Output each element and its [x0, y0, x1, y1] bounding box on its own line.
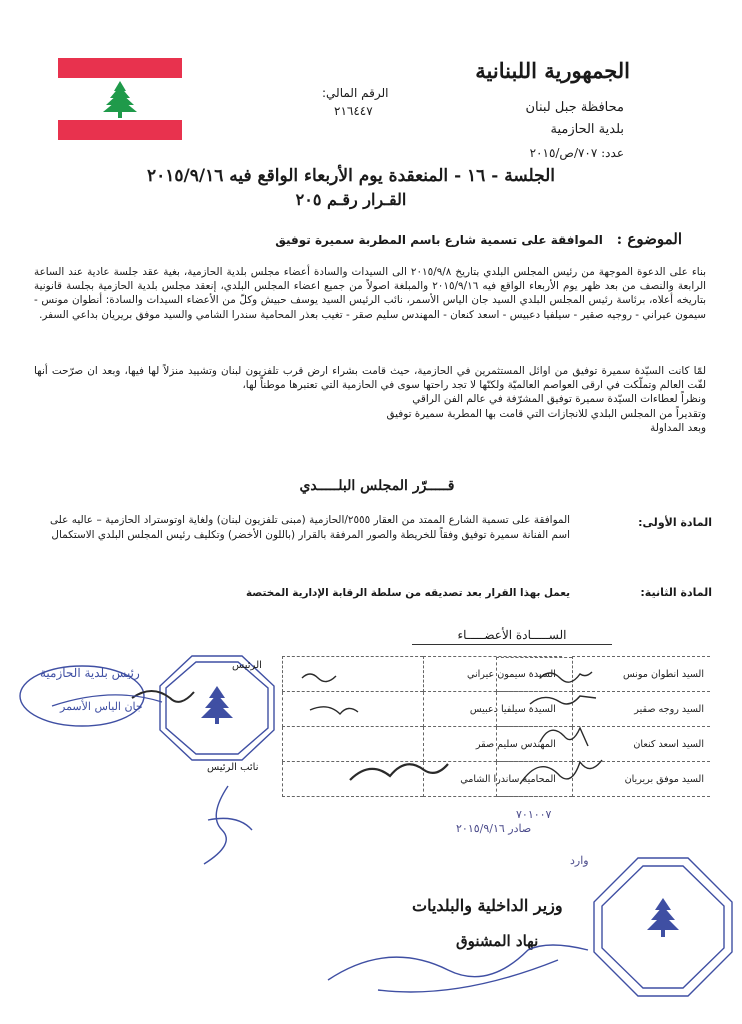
stamp-municipality-text: رئيس بلدية الحازمية [40, 666, 140, 680]
stamp-president-name: جان الياس الأسمر [60, 700, 143, 713]
decision-number: القـرار رقـم ٢٠٥ [295, 190, 407, 209]
subject-line [275, 230, 682, 248]
consideration-2: ونظراً لعطاءات السيّدة سميرة توفيق المشرّفة في عالم الفن الراقي [412, 393, 706, 406]
consideration-1: لمّا كانت السيّدة سميرة توفيق من اوائل المستثمرين في الحازمية، حيث قامت بشراء ارض قرب تلفزيون لبنان وتشييد منزلاً لها فيها، وبعد ان صرّحت أنها لفّت العالم وتملّكت في ارقى العواصم العالميّة ولكنّها لا تجد راحتها سوى في الحازمية التي تعتبرها موطناً لها، [34, 365, 706, 392]
member-name: المهندس سليم صقر [424, 727, 562, 762]
cedar-icon [647, 898, 679, 937]
registration-number: ٧٠١٠٠٧ [516, 808, 552, 821]
member-name: السيد موفق بريريان [572, 762, 710, 797]
member-name: السيد روجه صقير [572, 692, 710, 727]
lebanon-flag-icon [58, 58, 182, 140]
minister-signature [318, 920, 618, 1010]
subject-label: الموضوع : [616, 230, 682, 248]
member-name: السيدة سيمون عيراني [424, 657, 562, 692]
registration-date: صادر ٢٠١٥/٩/١٦ [456, 822, 532, 835]
consideration-3: وتقديراً من المجلس البلدي للانجازات التي قامت بها المطربة سميرة توفيق [386, 407, 706, 420]
cedar-icon [201, 686, 233, 724]
session-heading: الجلسة - ١٦ - المنعقدة يوم الأربعاء الواقع فيه ٢٠١٥/٩/١٦ [147, 166, 555, 186]
consideration-4: وبعد المداولة [650, 421, 706, 434]
vice-president-label: نائب الرئيس [207, 762, 259, 773]
council-decides-heading: قـــــرّر المجلس البلـــــدي [299, 478, 455, 494]
article-1-text: الموافقة على تسمية الشارع الممتد من العقار ٢٥٥٥/الحازمية (مبنى تلفزيون لبنان) ولغاية اوتوستراد الحازمية – عاليه على اسم الفنانة سميرة توفيق وفقاً للخريطة والصور المرفقة بالقرار (باللون الأخضر) وتكليف رئيس المجلس البلدي الاستكمال [50, 514, 570, 541]
republic-title: الجمهورية اللبنانية [475, 58, 630, 83]
article-2-text: يعمل بهذا القرار بعد تصديقه من سلطة الرقابة الإدارية المختصة [245, 587, 570, 599]
considerations [34, 364, 706, 435]
member-name: المحامية ساندرا الشامي [424, 762, 562, 797]
subject-value: الموافقة على تسمية شارع باسم المطربة سميرة توفيق [275, 233, 603, 247]
member-signatures [290, 660, 730, 810]
minister-title: وزير الداخلية والبلديات [412, 896, 563, 915]
member-name: السيد اسعد كنعان [572, 727, 710, 762]
vice-president-signature [188, 780, 268, 870]
financial-number: ٢١٦٤٤٧ [334, 104, 373, 118]
article-1-label: المادة الأولى: [638, 516, 712, 529]
member-name: السيدة سيلفيا دعبيس [424, 692, 562, 727]
members-title: الســـــادة الأعضـــــاء [412, 628, 612, 645]
minister-name: نهاد المشنوق [456, 932, 539, 950]
registration-received: وارد [570, 854, 589, 867]
preamble-paragraph: بناء على الدعوة الموجهة من رئيس المجلس البلدي بتاريخ ٢٠١٥/٩/٨ الى السيدات والسادة أعضاء مجلس بلدية الحازمية، بغية عقد جلسة عادية عند الساعة الرابعة والنصف من بعد ظهر يوم الأربعاء الواقع فيه ٢٠١٥/٩/١٦ والمبلغة اصولاً من جميع اعضاء المجلس البلدي، إنعقد مجلس بلدية الحازمية بجلسة قانونية بتاريخه أعلاه، برئاسة رئيس المجلس البلدي السيد جان الياس الأسمر، نائب الرئيس السيد يوسف حبيش وكلّ من الأعضاء السيدات والسادة: أنطوان مونس - سيمون عيراني - روجيه صقير - سيلفيا دعبيس - اسعد كنعان - المهندس سليم صقر - تغيب بعذر المحامية سندرا الشامي والسيد موفق بريريان بداعي السفر. [34, 266, 706, 321]
article-2-label: المادة الثانية: [640, 586, 712, 599]
financial-number-label: الرقم المالي: [322, 86, 389, 100]
municipality-line: بلدية الحازمية [550, 122, 624, 137]
president-label: الرئيس [232, 660, 262, 671]
reference-number: عدد: ٧٠٧/ص/٢٠١٥ [529, 146, 624, 160]
governorate-line: محافظة جبل لبنان [525, 100, 624, 115]
member-name: السيد انطوان مونس [572, 657, 710, 692]
